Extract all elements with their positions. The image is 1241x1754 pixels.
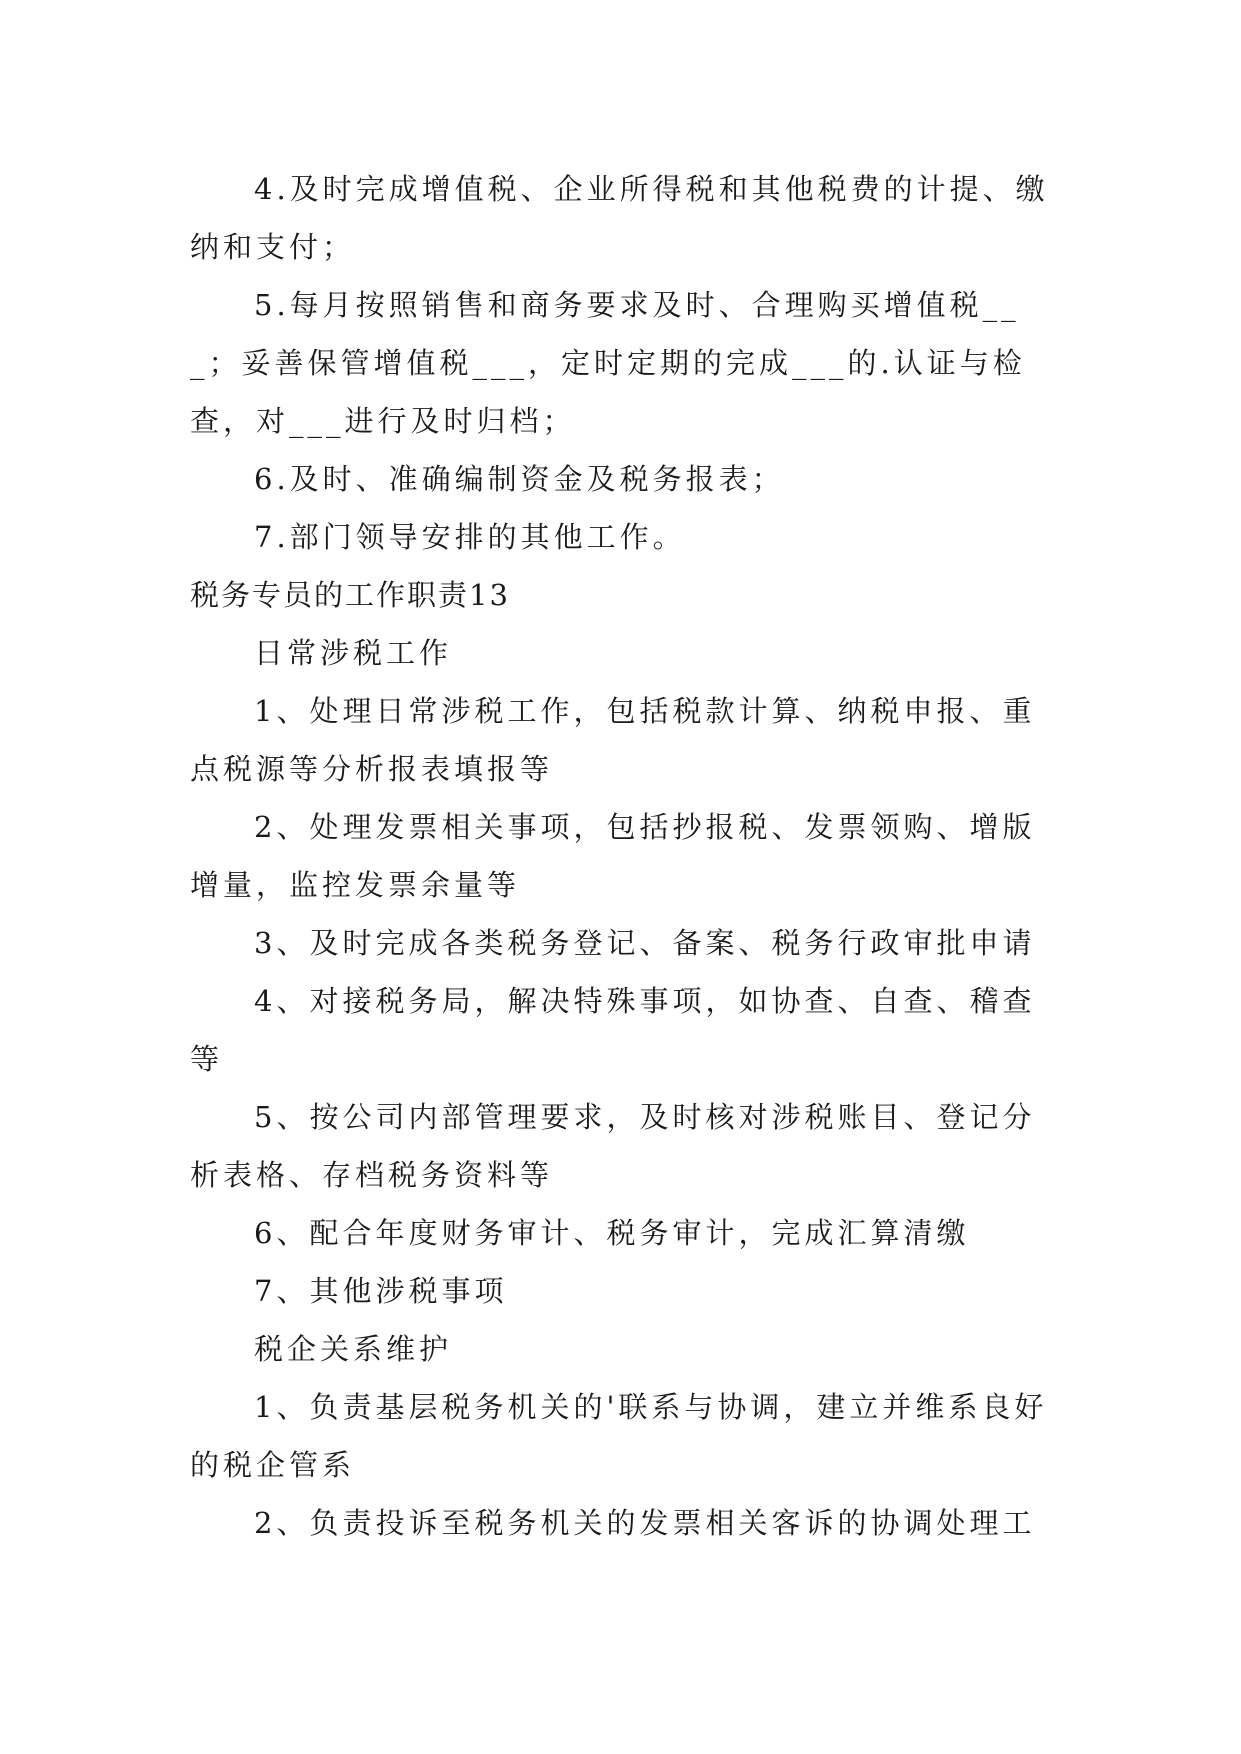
daily-tax-item-4: 4、对接税务局，解决特殊事项，如协查、自查、稽查等	[190, 984, 1036, 1076]
relations-item-2: 2、负责投诉至税务机关的发票相关客诉的协调处理工	[254, 1506, 1036, 1540]
subsection-heading-relations: 税企关系维护	[254, 1332, 453, 1366]
subsection-heading-daily-tax: 日常涉税工作	[254, 636, 453, 670]
paragraph-item-7: 7.部门领导安排的其他工作。	[254, 520, 686, 554]
daily-tax-item-6: 6、配合年度财务审计、税务审计，完成汇算清缴	[254, 1216, 970, 1250]
document-body	[190, 160, 1050, 1552]
daily-tax-item-1: 1、处理日常涉税工作，包括税款计算、纳税申报、重点税源等分析报表填报等	[190, 694, 1036, 786]
relations-item-1: 1、负责基层税务机关的'联系与协调，建立并维系良好的税企管系	[190, 1390, 1048, 1482]
paragraph-item-4: 4.及时完成增值税、企业所得税和其他税费的计提、缴纳和支付；	[190, 172, 1049, 264]
paragraph-item-5: 5.每月按照销售和商务要求及时、合理购买增值税___；妥善保管增值税___，定时定期的完成___的.认证与检查，对___进行及时归档；	[190, 288, 1026, 438]
section-heading: 税务专员的工作职责13	[190, 578, 510, 612]
daily-tax-item-2: 2、处理发票相关事项，包括抄报税、发票领购、增版增量，监控发票余量等	[190, 810, 1036, 902]
daily-tax-item-3: 3、及时完成各类税务登记、备案、税务行政审批申请	[254, 926, 1036, 960]
paragraph-item-6: 6.及时、准确编制资金及税务报表；	[254, 462, 785, 496]
daily-tax-item-5: 5、按公司内部管理要求，及时核对涉税账目、登记分析表格、存档税务资料等	[190, 1100, 1036, 1192]
daily-tax-item-7: 7、其他涉税事项	[254, 1274, 508, 1308]
